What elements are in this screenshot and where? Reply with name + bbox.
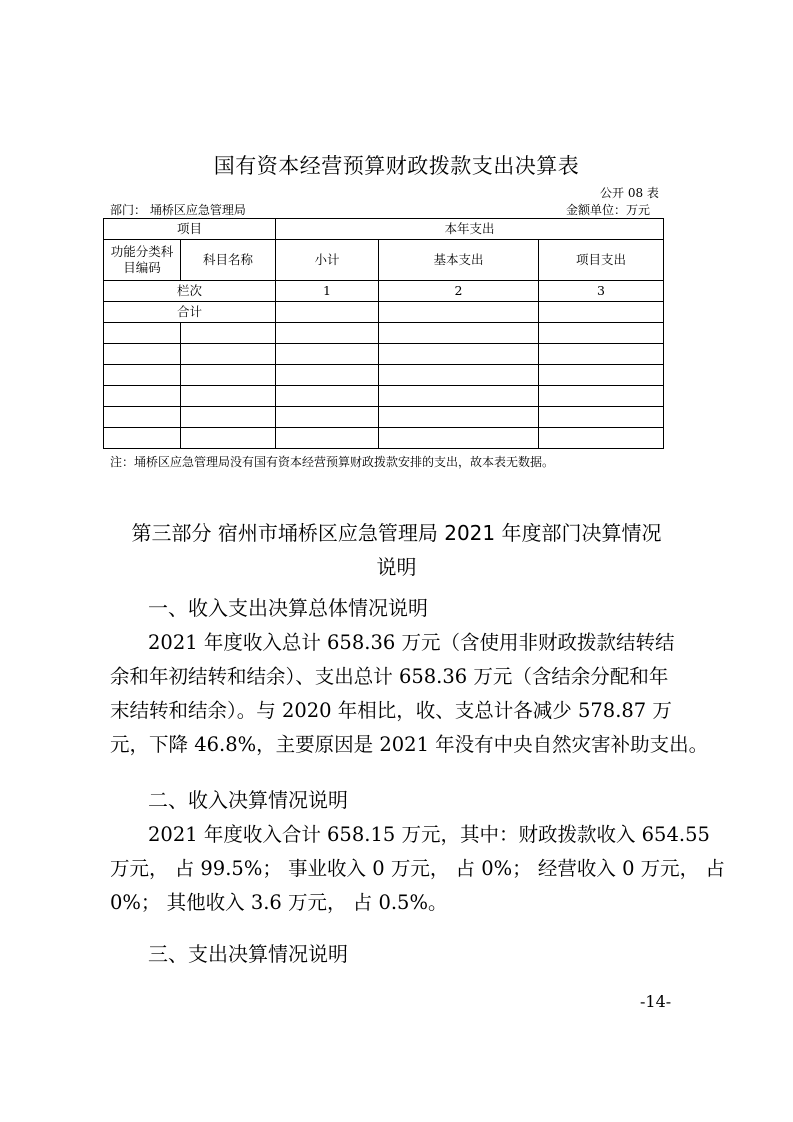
row-total-label: 合计 xyxy=(104,302,276,323)
section-title-cont: 说明 xyxy=(376,555,417,579)
col-no-1: 1 xyxy=(276,281,379,302)
para1-line: 2021 年度收入总计 658.36 万元（含使用非财政拨款结转结 xyxy=(148,631,675,654)
row-columns-label: 栏次 xyxy=(104,281,276,302)
col-no-2: 2 xyxy=(379,281,539,302)
col-no-3: 3 xyxy=(539,281,664,302)
heading-2: 二、收入决算情况说明 xyxy=(148,788,348,812)
heading-1: 一、收入支出决算总体情况说明 xyxy=(148,596,428,620)
table-row xyxy=(104,428,664,449)
col-project: 项目支出 xyxy=(539,240,664,281)
table-note: 注：埇桥区应急管理局没有国有资本经营预算财政拨款安排的支出，故本表无数据。 xyxy=(110,455,555,469)
para2-line: 2021 年度收入合计 658.15 万元，其中：财政拨款收入 654.55 xyxy=(148,823,710,846)
para1-line: 元，下降 46.8%，主要原因是 2021 年没有中央自然灾害补助支出。 xyxy=(110,733,709,756)
table-cell xyxy=(539,302,664,323)
header-current-year: 本年支出 xyxy=(276,219,664,240)
paragraph-1 xyxy=(110,626,709,762)
paragraph-2 xyxy=(110,818,725,920)
table-cell xyxy=(379,302,539,323)
heading-3: 三、支出决算情况说明 xyxy=(148,942,348,966)
para1-line: 末结转和结余）。与 2020 年相比，收、支总计各减少 578.87 万 xyxy=(110,699,672,722)
unit-label: 金额单位：万元 xyxy=(566,203,651,217)
para2-line: 0%； 其他收入 3.6 万元， 占 0.5%。 xyxy=(110,891,448,914)
table-title: 国有资本经营预算财政拨款支出决算表 xyxy=(213,154,580,178)
page-number: -14- xyxy=(640,992,672,1011)
section-title: 第三部分 宿州市埇桥区应急管理局 2021 年度部门决算情况 xyxy=(131,521,662,545)
table-row xyxy=(104,365,664,386)
form-code: 公开 08 表 xyxy=(600,186,659,200)
col-func-code: 功能分类科目编码 xyxy=(104,240,181,281)
table-row xyxy=(104,323,664,344)
para1-line: 余和年初结转和结余）、支出总计 658.36 万元（含结余分配和年 xyxy=(110,665,669,688)
para2-line: 万元， 占 99.5%； 事业收入 0 万元， 占 0%； 经营收入 0 万元， 占 xyxy=(110,857,725,880)
table-row xyxy=(104,344,664,365)
department-label: 部门： 埇桥区应急管理局 xyxy=(110,203,246,217)
table-row xyxy=(104,386,664,407)
table-row xyxy=(104,407,664,428)
col-subject-name: 科目名称 xyxy=(181,240,276,281)
header-item: 项目 xyxy=(104,219,276,240)
table-cell xyxy=(276,302,379,323)
budget-table xyxy=(103,218,664,449)
col-basic: 基本支出 xyxy=(379,240,539,281)
col-subtotal: 小计 xyxy=(276,240,379,281)
